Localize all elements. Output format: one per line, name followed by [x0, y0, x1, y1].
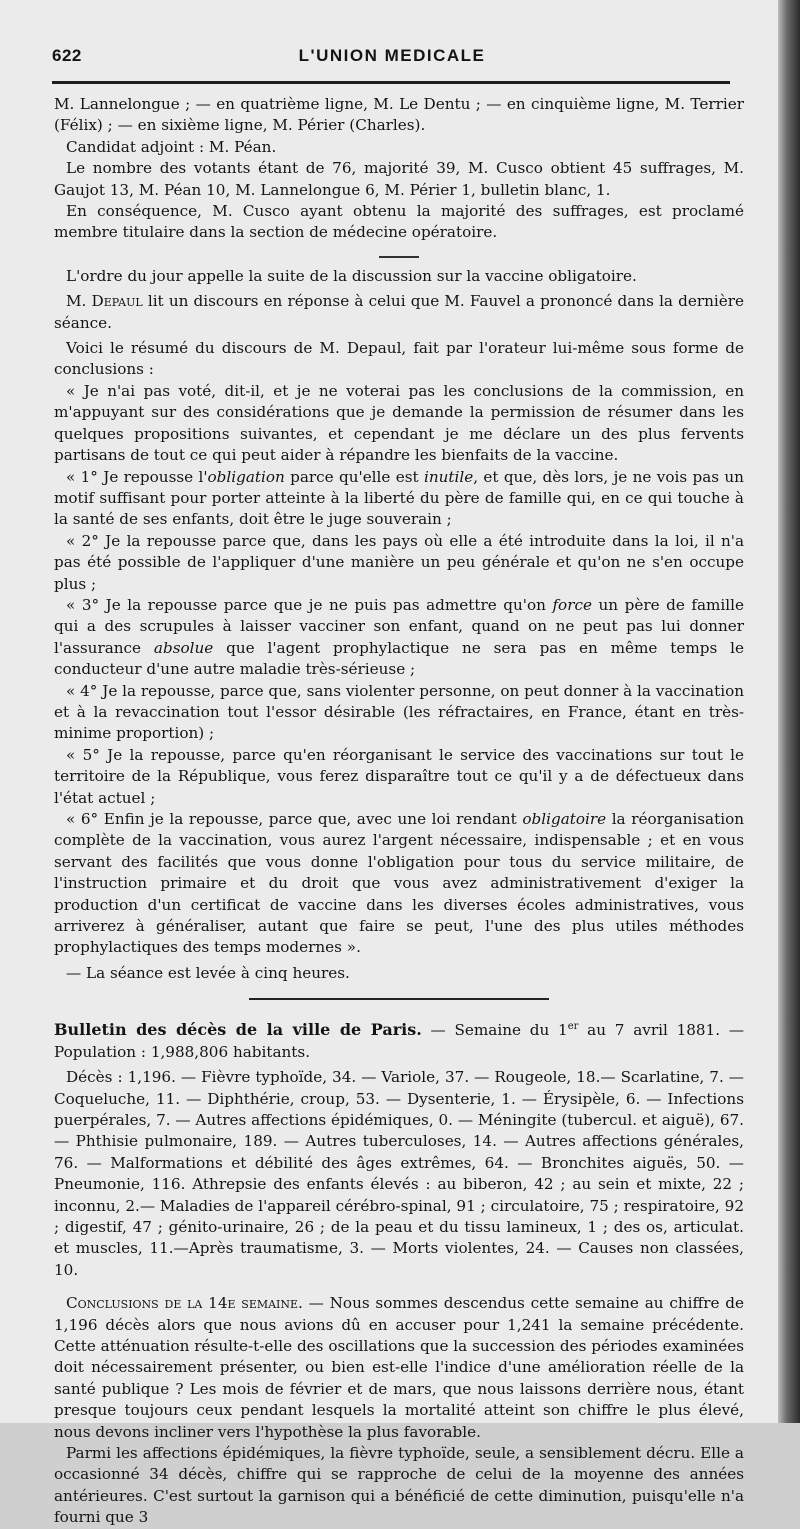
bulletin-heading	[54, 1016, 744, 1063]
bulletin-epidemic: Parmi les affections épidémiques, la fièvre typhoïde, seule, a sensiblement décru. Elle a occasionné 34 décès, chiffre qui se rapproche de celui de la moyenne des années antérieures. C'est surtout la garnison qui a bénéficié de cette diminution, puisqu'elle n'a fourni que 3	[54, 1444, 744, 1527]
discours-point-1	[54, 467, 744, 531]
p6-b: la réorganisation complète de la vaccination, vous aurez l'argent nécessaire, indispensable ; et en vous servant des facilités que vous donne l'obligation pour tous du service militaire, de l'instruction primaire et du droit que vous avez administrativement d'exiger la production d'un certificat de vaccine dans les diverses écoles administratives, vous arriverez à généraliser, autant que faire se peut, l'une des plus utiles méthodes prophylactiques des temps modernes ».	[54, 810, 745, 957]
bulletin-week-b: au 7 avril 1881. — Population : 1,988,806 habitants.	[54, 1021, 745, 1061]
bulletin-week-a: — Semaine du 1	[421, 1021, 568, 1040]
p1-em1: obligation	[207, 467, 285, 486]
article-body	[54, 94, 744, 1529]
discours-point-4: « 4° Je la repousse, parce que, sans violenter personne, on peut donner à la vaccination et à la revaccination tout l'essor désirable (les réfractaires, en France, étant en très-minime proportion) ;	[54, 681, 744, 743]
p3-b: un père de famille qui a des scrupules à laisser vacciner son enfant, quand on ne peut pas lui donner l'assurance	[54, 595, 744, 657]
discours-intro: « Je n'ai pas voté, dit-il, et je ne voterai pas les conclusions de la commission, en m'appuyant sur des considérations que je demande la permission de résumer dans les quelques propositions suivantes, et cependant je me déclare un des plus fervents partisans de tout ce qui peut aider à répandre les bienfaits de la vaccine.	[54, 381, 744, 465]
p3-a: « 3° Je la repousse parce que je ne puis pas admettre qu'on	[66, 595, 553, 614]
section-divider-short	[379, 256, 419, 258]
header-rule	[52, 81, 730, 84]
p1-b: parce qu'elle est	[284, 467, 424, 486]
p1-c: , et que, dès lors, je ne vois pas un motif suffisant pour porter atteinte à la liberté du père de famille qui, en ce qui touche à la santé de ses enfants, doit être le juge souverain ;	[54, 467, 744, 529]
ordre-du-jour: L'ordre du jour appelle la suite de la discussion sur la vaccine obligatoire.	[66, 266, 637, 285]
journal-title: L'UNION MEDICALE	[298, 46, 486, 65]
bulletin-conclusions	[54, 1293, 744, 1443]
p3-em2: absolue	[153, 638, 214, 657]
election-ranking: M. Lannelongue ; — en quatrième ligne, M. Le Dentu ; — en cinquième ligne, M. Terrier (Félix) ; — en sixième ligne, M. Périer (Charles).	[54, 95, 744, 135]
p3-em1: force	[552, 595, 592, 614]
depaul-intro	[54, 291, 744, 334]
resume-intro: Voici le résumé du discours de M. Depaul, fait par l'orateur lui-même sous forme de conclusions :	[54, 339, 744, 379]
conclusions-text: — Nous sommes descendus cette semaine au chiffre de 1,196 décès alors que nous avions dû en accuser pour 1,241 la semaine précédente. Cette atténuation résulte-t-elle des oscillations que la succession des périodes examinées doit nécessairement présenter, ou bien est-elle l'indice d'une amélioration réelle de la santé publique ? Les mois de février et de mars, que nous laissons derrière nous, étant presque toujours ceux pendant lesquels la mortalité atteint son chiffre le plus élevé, nous devons incliner vers l'hypothèse la plus favorable.	[54, 1294, 744, 1441]
section-divider-long	[249, 998, 549, 1000]
depaul-name: M. Depaul	[66, 292, 143, 311]
discours-point-3	[54, 595, 744, 681]
discours-point-5: « 5° Je la repousse, parce qu'en réorganisant le service des vaccinations sur tout le territoire de la République, vous ferez disparaître tout ce qu'il y a de défectueux dans l'état actuel ;	[54, 745, 744, 807]
p6-a: « 6° Enfin je la repousse, parce que, avec une loi rendant	[66, 810, 523, 828]
bulletin-title: Bulletin des décès de la ville de Paris.	[54, 1020, 422, 1040]
page-header	[52, 46, 732, 74]
candidat-adjoint: Candidat adjoint : M. Péan.	[66, 137, 277, 156]
page-number: 622	[52, 46, 82, 65]
p3-c: que l'agent prophylactique ne sera pas en même temps le conducteur d'une autre maladie très-sérieuse ;	[54, 638, 745, 679]
p1-em2: inutile	[423, 467, 474, 486]
bulletin-week-sup: er	[567, 1021, 579, 1033]
vote-results: Le nombre des votants étant de 76, majorité 39, M. Cusco obtient 45 suffrages, M. Gaujot 13, M. Péan 10, M. Lannelongue 6, M. Périer 1, bulletin blanc, 1.	[54, 159, 744, 199]
p1-a: « 1° Je repousse l'	[66, 467, 208, 486]
conclusions-label: Conclusions de la 14e semaine.	[66, 1294, 303, 1313]
election-consequence: En conséquence, M. Cusco ayant obtenu la majorité des suffrages, est proclamé membre titulaire dans la section de médecine opératoire.	[54, 202, 744, 242]
discours-point-2: « 2° Je la repousse parce que, dans les pays où elle a été introduite dans la loi, il n'a pas été possible de l'appliquer d'une manière un peu générale et qu'on ne s'en occupe plus ;	[54, 531, 744, 593]
p6-em1: obligatoire	[522, 810, 607, 828]
page-binding-edge	[778, 0, 800, 1423]
depaul-intro-text: lit un discours en réponse à celui que M. Fauvel a prononcé dans la dernière séance.	[54, 292, 744, 332]
discours-point-6	[54, 809, 744, 959]
seance-levee: — La séance est levée à cinq heures.	[66, 963, 350, 982]
bulletin-deces: Décès : 1,196. — Fièvre typhoïde, 34. — Variole, 37. — Rougeole, 18.— Scarlatine, 7. — Coqueluche, 11. — Diphthérie, croup, 53. — Dysenterie, 1. — Érysipèle, 6. — Infections puerpérales, 7. — Autres affections épidémiques, 0. — Méningite (tubercul. et aiguë), 67. — Phthisie pulmonaire, 189. — Autres tuberculoses, 14. — Autres affections générales, 76. — Malformations et débilité des âges extrêmes, 64. — Bronchites aiguës, 50. — Pneumonie, 116. Athrepsie des enfants élevés : au biberon, 42 ; au sein et mixte, 22 ; inconnu, 2.— Maladies de l'appareil cérébro-spinal, 91 ; circulatoire, 75 ; respiratoire, 92 ; digestif, 47 ; génito-urinaire, 26 ; de la peau et du tissu lamineux, 1 ; des os, articulat. et muscles, 11.—Après traumatisme, 3. — Morts violentes, 24. — Causes non classées, 10.	[54, 1068, 744, 1279]
